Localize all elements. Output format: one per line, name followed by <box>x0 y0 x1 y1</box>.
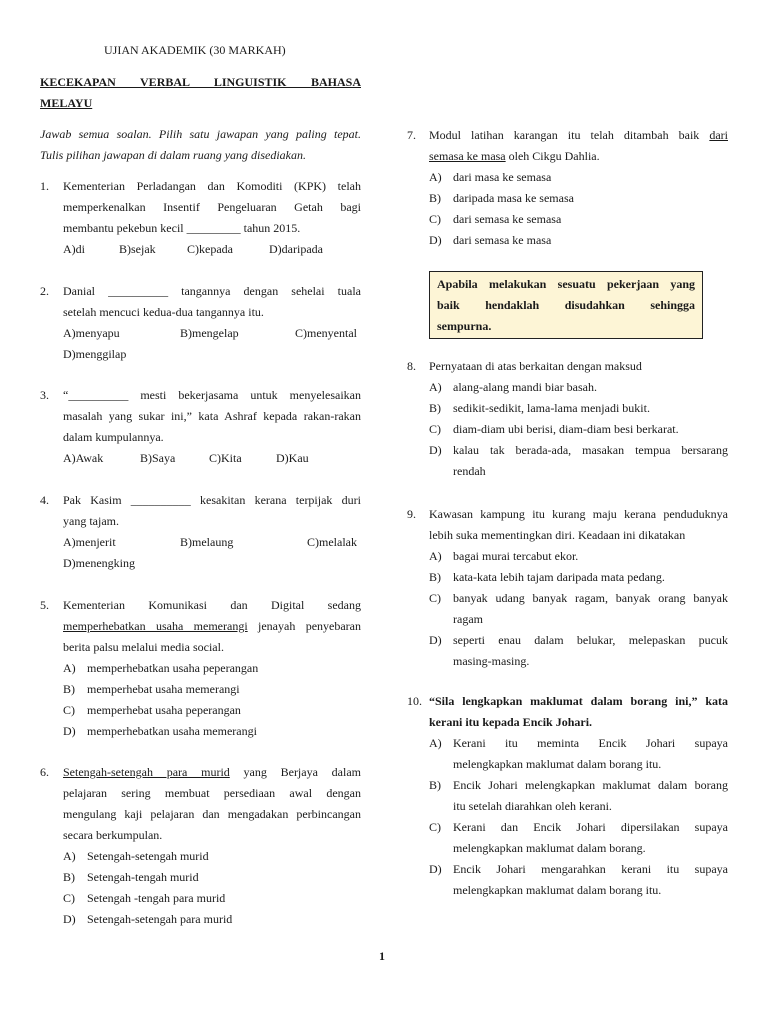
option-a[interactable] <box>429 546 728 567</box>
quote-line: sempurna. <box>437 319 492 333</box>
question-text: “Sila lengkapkan maklumat dalam borang ini,” kata <box>429 694 728 708</box>
option-letter: A) <box>63 661 76 675</box>
option-letter: B) <box>429 401 441 415</box>
option-b[interactable]: B)sejak <box>119 242 156 256</box>
option-text: Setengah-setengah murid <box>87 849 209 863</box>
option-b[interactable] <box>63 867 361 888</box>
option-b[interactable]: B)mengelap <box>180 326 239 340</box>
option-letter: A) <box>429 170 442 184</box>
option-letter: B) <box>429 191 441 205</box>
option-letter: B) <box>63 682 75 696</box>
option-c[interactable] <box>429 419 728 440</box>
option-a[interactable]: A)di <box>63 242 85 256</box>
question-text-rest: jenayah penyebaran <box>247 619 361 633</box>
option-text: Kerani dan Encik Johari dipersilakan supaya <box>453 820 728 834</box>
option-text: kata-kata lebih tajam daripada mata pedang. <box>453 570 665 584</box>
question-text: Kementerian Perladangan dan Komoditi (KPK) telah <box>63 179 361 193</box>
option-text: Setengah-setengah para murid <box>87 912 233 926</box>
option-letter: D) <box>429 633 442 647</box>
question-6 <box>40 762 361 932</box>
option-b[interactable] <box>429 567 728 588</box>
option-d[interactable] <box>429 859 728 901</box>
option-text: seperti enau dalam belukar, melepaskan pucuk <box>453 633 728 647</box>
option-text-cont: ragam <box>453 612 483 626</box>
option-letter: B) <box>429 570 441 584</box>
question-text <box>63 616 361 637</box>
question-text: secara berkumpulan. <box>63 828 163 842</box>
option-letter: C) <box>429 422 441 436</box>
option-letter: C) <box>429 591 441 605</box>
option-text: dari semasa ke semasa <box>453 212 562 226</box>
question-text <box>429 125 728 146</box>
option-a[interactable] <box>429 167 728 188</box>
question-number: 5. <box>40 598 49 612</box>
option-text-cont: masing-masing. <box>453 654 530 668</box>
question-7 <box>407 125 728 251</box>
question-text: setelah mencuci kedua-dua tangannya itu. <box>63 305 264 319</box>
question-8 <box>407 356 728 482</box>
option-d[interactable] <box>429 440 728 482</box>
question-number: 7. <box>407 128 416 142</box>
option-letter: C) <box>429 212 441 226</box>
option-letter: A) <box>429 380 442 394</box>
question-text: “__________ mesti bekerjasama untuk menyelesaikan <box>63 388 361 402</box>
option-c[interactable] <box>429 817 728 859</box>
option-a[interactable] <box>63 846 361 867</box>
option-text-cont: itu setelah diarahkan oleh kerani. <box>453 799 612 813</box>
question-4 <box>40 490 361 574</box>
question-number: 9. <box>407 507 416 521</box>
question-number: 10. <box>407 694 422 708</box>
option-d[interactable]: D)menengking <box>63 556 135 570</box>
exam-title: UJIAN AKADEMIK (30 MARKAH) <box>104 43 286 57</box>
question-text: Kementerian Komunikasi dan Digital sedang <box>63 598 361 612</box>
underlined-phrase: semasa ke masa <box>429 149 506 163</box>
question-text <box>429 146 600 167</box>
option-d[interactable] <box>63 909 361 930</box>
option-letter: C) <box>63 703 75 717</box>
question-number: 8. <box>407 359 416 373</box>
quote-box <box>429 271 703 339</box>
option-b[interactable] <box>429 188 728 209</box>
option-letter: A) <box>429 736 442 750</box>
option-text: Setengah -tengah para murid <box>87 891 226 905</box>
option-letter: C) <box>63 891 75 905</box>
option-a[interactable] <box>63 658 361 679</box>
question-2 <box>40 281 361 365</box>
option-b[interactable] <box>429 398 728 419</box>
option-text: Setengah-tengah murid <box>87 870 199 884</box>
question-text: yang tajam. <box>63 514 119 528</box>
option-c[interactable] <box>63 888 361 909</box>
question-text-pre: Modul latihan karangan itu telah ditambah baik <box>429 128 710 142</box>
option-text: daripada masa ke semasa <box>453 191 574 205</box>
option-d[interactable] <box>429 630 728 672</box>
question-10 <box>407 691 728 901</box>
option-a[interactable]: A)menjerit <box>63 535 116 549</box>
question-text: masalah yang sukar ini,” kata Ashraf kepada rakan-rakan <box>63 409 361 423</box>
instructions: Jawab semua soalan. Pilih satu jawapan yang paling tepat. <box>40 127 361 141</box>
question-text: Pak Kasim __________ kesakitan kerana terpijak duri <box>63 493 361 507</box>
option-d[interactable] <box>429 230 728 251</box>
quote-line: Apabila melakukan sesuatu pekerjaan yang <box>437 277 695 291</box>
option-text: memperhebat usaha memerangi <box>87 682 240 696</box>
option-letter: D) <box>429 862 442 876</box>
question-text: pelajaran sering membuat persediaan awal dengan <box>63 786 361 800</box>
option-d[interactable] <box>63 721 361 742</box>
option-letter: C) <box>429 820 441 834</box>
question-text: membantu pekebun kecil _________ tahun 2015. <box>63 221 301 235</box>
option-c[interactable]: C)kepada <box>187 242 233 256</box>
question-text: memperkenalkan Insentif Pengeluaran Getah bagi <box>63 200 361 214</box>
question-number: 2. <box>40 284 49 298</box>
question-text: Pernyataan di atas berkaitan dengan maksud <box>429 359 642 373</box>
question-text: Kawasan kampung itu kurang maju kerana penduduknya <box>429 507 728 521</box>
question-number: 6. <box>40 765 49 779</box>
option-letter: B) <box>63 870 75 884</box>
option-a[interactable] <box>429 377 728 398</box>
option-c[interactable]: C)Kita <box>209 451 242 465</box>
option-c[interactable]: C)menyental <box>295 326 357 340</box>
underlined-phrase: dari <box>709 128 728 142</box>
option-letter: D) <box>429 233 442 247</box>
option-text: banyak udang banyak ragam, banyak orang banyak <box>453 591 728 605</box>
option-text: bagai murai tercabut ekor. <box>453 549 579 563</box>
option-b[interactable] <box>63 679 361 700</box>
option-c[interactable] <box>63 700 361 721</box>
option-text-cont: melengkapkan maklumat dalam borang itu. <box>453 883 662 897</box>
option-letter: A) <box>63 849 76 863</box>
underlined-phrase: Setengah-setengah para murid <box>63 765 230 779</box>
option-text: Encik Johari melengkapkan maklumat dalam borang <box>453 778 728 792</box>
option-text-cont: melengkapkan maklumat dalam borang. <box>453 841 646 855</box>
option-b[interactable]: B)melaung <box>180 535 234 549</box>
option-b[interactable]: B)Saya <box>140 451 176 465</box>
option-letter: B) <box>429 778 441 792</box>
option-d[interactable]: D)Kau <box>276 451 309 465</box>
option-text: kalau tak berada-ada, masakan tempua bersarang <box>453 443 728 457</box>
question-number: 4. <box>40 493 49 507</box>
option-a[interactable]: A)Awak <box>63 451 104 465</box>
option-letter: D) <box>429 443 442 457</box>
question-9 <box>407 504 728 672</box>
option-text: Encik Johari mengarahkan kerani itu supaya <box>453 862 728 876</box>
option-text: alang-alang mandi biar basah. <box>453 380 597 394</box>
option-text: memperhebatkan usaha memerangi <box>87 724 257 738</box>
option-c[interactable] <box>429 209 728 230</box>
option-text: memperhebat usaha peperangan <box>87 703 241 717</box>
question-text: lebih suka mementingkan diri. Keadaan ini dikatakan <box>429 528 686 542</box>
question-1 <box>40 176 361 260</box>
section-title-cont: MELAYU <box>40 96 93 110</box>
option-text: memperhebatkan usaha peperangan <box>87 661 259 675</box>
option-text: dari masa ke semasa <box>453 170 552 184</box>
question-text: dalam kumpulannya. <box>63 430 164 444</box>
option-text: diam-diam ubi berisi, diam-diam besi berkarat. <box>453 422 679 436</box>
option-c[interactable]: C)melalak <box>307 535 357 549</box>
question-text-rest: yang Berjaya dalam <box>229 765 361 779</box>
page-number: 1 <box>379 949 385 963</box>
question-text: kerani itu kepada Encik Johari. <box>429 715 593 729</box>
option-a[interactable] <box>429 733 728 775</box>
option-text: dari semasa ke masa <box>453 233 552 247</box>
option-letter: D) <box>63 724 76 738</box>
question-3 <box>40 385 361 469</box>
option-d[interactable]: D)menggilap <box>63 347 127 361</box>
question-number: 1. <box>40 179 49 193</box>
question-5 <box>40 595 361 742</box>
option-text-cont: rendah <box>453 464 486 478</box>
question-text: berita palsu melalui media social. <box>63 640 224 654</box>
question-text-rest: oleh Cikgu Dahlia. <box>505 149 600 163</box>
underlined-phrase: memperhebatkan usaha memerangi <box>63 619 248 633</box>
instructions-cont: Tulis pilihan jawapan di dalam ruang yang disediakan. <box>40 148 307 162</box>
question-number: 3. <box>40 388 49 402</box>
option-d[interactable]: D)daripada <box>269 242 323 256</box>
option-text: Kerani itu meminta Encik Johari supaya <box>453 736 728 750</box>
option-text: sedikit-sedikit, lama-lama menjadi bukit. <box>453 401 650 415</box>
quote-line: baik hendaklah disudahkan sehingga <box>437 298 695 312</box>
option-letter: A) <box>429 549 442 563</box>
question-text <box>63 762 361 783</box>
option-c[interactable] <box>429 588 728 630</box>
question-text: Danial __________ tangannya dengan sehelai tuala <box>63 284 361 298</box>
option-b[interactable] <box>429 775 728 817</box>
option-letter: D) <box>63 912 76 926</box>
option-a[interactable]: A)menyapu <box>63 326 120 340</box>
section-title: KECEKAPAN VERBAL LINGUISTIK BAHASA <box>40 75 361 89</box>
question-text: mengulang kaji pelajaran dan mengadakan perbincangan <box>63 807 361 821</box>
option-text-cont: melengkapkan maklumat dalam borang itu. <box>453 757 662 771</box>
